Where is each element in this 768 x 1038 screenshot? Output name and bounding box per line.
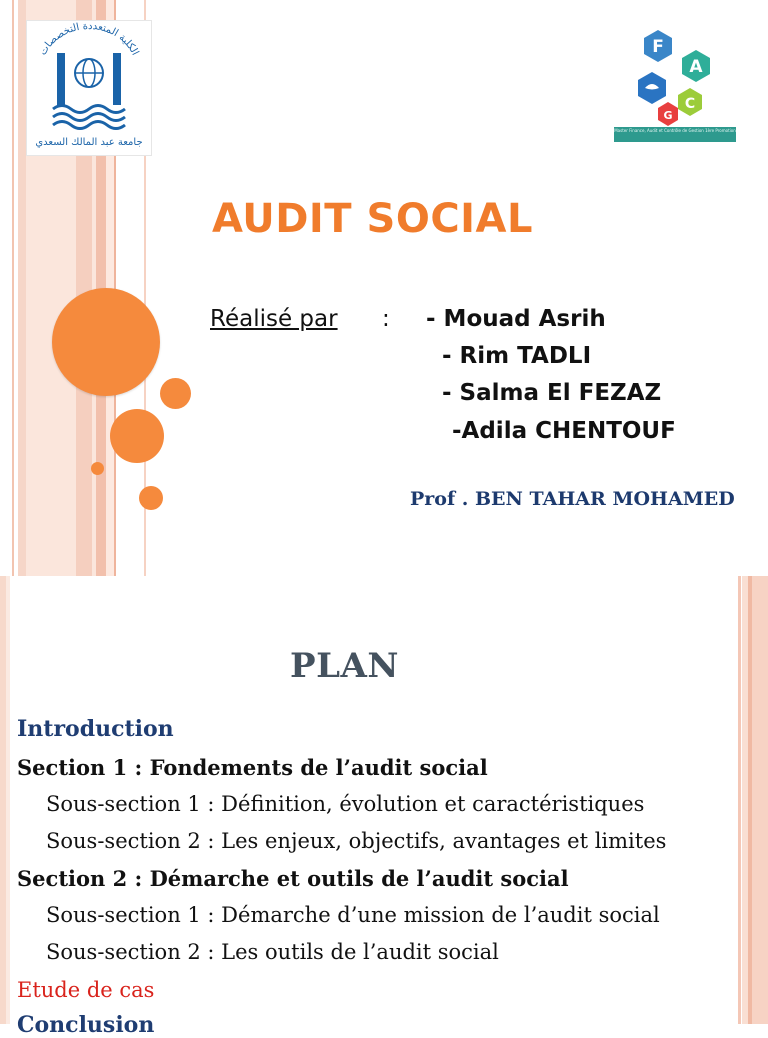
svg-text:C: C [684, 96, 696, 112]
fagc-logo [612, 26, 738, 144]
logo-arabic-top: الكلية المتعددة التخصصات [37, 21, 141, 58]
decor-stripe [18, 0, 26, 576]
author-1: - Mouad Asrih [426, 306, 606, 332]
decor-circle [110, 409, 164, 463]
plan-item-section-1-sub-1: Sous-section 1 : Définition, évolution et caractéristiques [46, 792, 645, 816]
fagc-caption: Master Finance, Audit et Contrôle de Gestion 1ère Promotion [614, 127, 736, 142]
fagc-hexagons-icon [612, 26, 738, 126]
decor-stripe [752, 576, 768, 1024]
plan-item-section-1-sub-2: Sous-section 2 : Les enjeux, objectifs, avantages et limites [46, 829, 667, 853]
svg-text:A: A [689, 57, 703, 77]
decor-circle [139, 486, 163, 510]
plan-item-section-1: Section 1 : Fondements de l’audit social [17, 755, 488, 780]
author-2: - Rim TADLI [442, 343, 592, 369]
decor-circle [52, 288, 160, 396]
professor-name: Prof . BEN TAHAR MOHAMED [410, 488, 735, 510]
decor-stripe [6, 576, 10, 1024]
plan-slide [0, 576, 768, 1038]
plan-item-section-2-sub-2: Sous-section 2 : Les outils de l’audit social [46, 940, 499, 964]
decor-stripe [12, 0, 14, 576]
author-4: -Adila CHENTOUF [452, 418, 676, 444]
plan-title: PLAN [290, 646, 399, 686]
author-3: - Salma El FEZAZ [442, 380, 662, 406]
decor-circle [160, 378, 191, 409]
university-emblem-icon [27, 21, 151, 155]
presentation-title: AUDIT SOCIAL [212, 196, 533, 242]
plan-item-section-2: Section 2 : Démarche et outils de l’audit social [17, 866, 569, 891]
decor-stripe [738, 576, 741, 1024]
plan-item-introduction: Introduction [17, 716, 174, 742]
university-logo [26, 20, 152, 156]
plan-item-section-2-sub-1: Sous-section 1 : Démarche d’une mission de l’audit social [46, 903, 660, 927]
decor-circle [91, 462, 104, 475]
logo-arabic-bottom: جامعة عبد المالك السعدي [35, 137, 143, 148]
svg-text:F: F [652, 37, 664, 57]
svg-text:G: G [663, 109, 673, 122]
realise-par-colon: : [382, 306, 390, 332]
plan-item-etude-de-cas: Etude de cas [17, 978, 155, 1002]
realise-par-label: Réalisé par [210, 306, 338, 332]
plan-item-conclusion: Conclusion [17, 1012, 155, 1038]
